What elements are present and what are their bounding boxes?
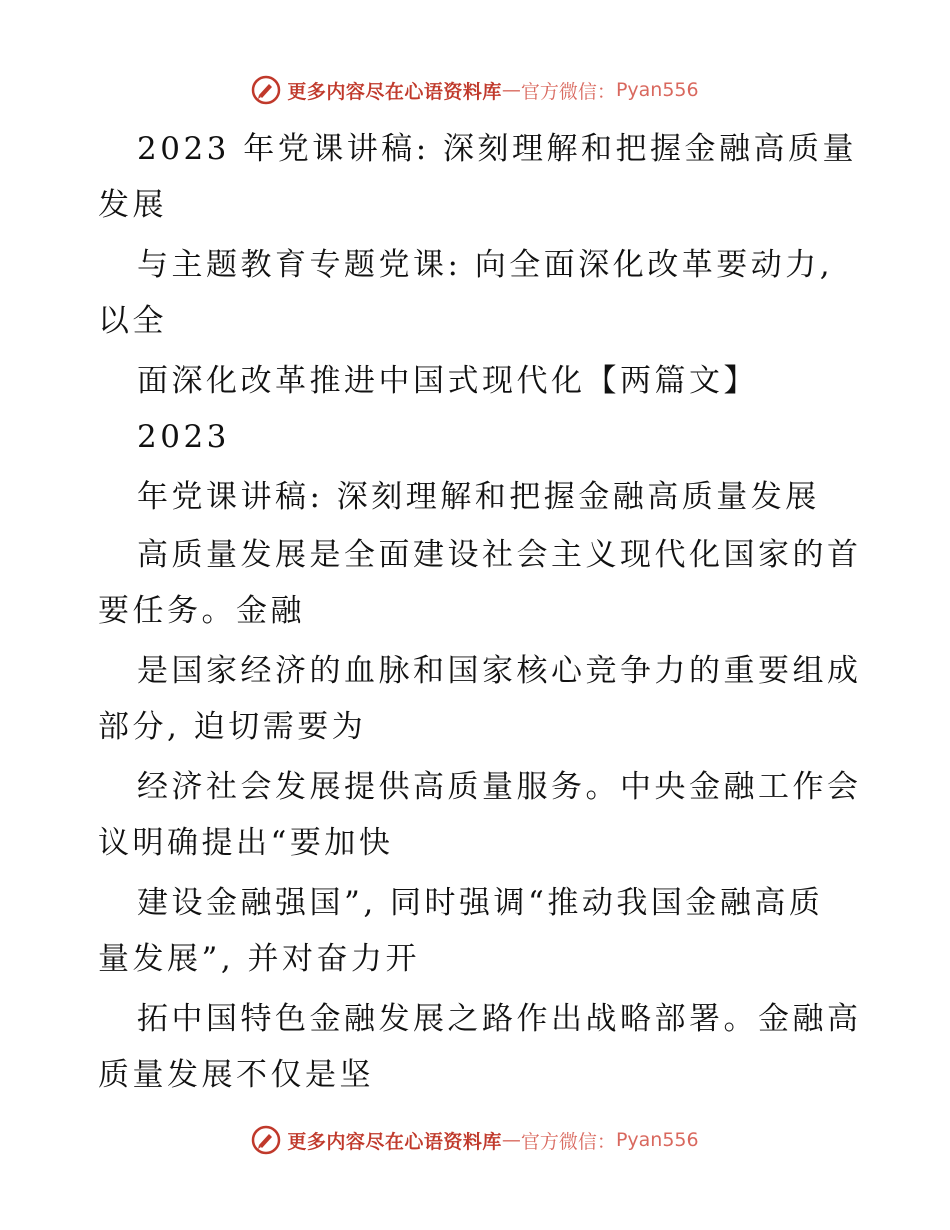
- banner-dash: —: [501, 1129, 521, 1151]
- text-line: 部分, 迫切需要为: [98, 709, 367, 745]
- text-line: 年党课讲稿: 深刻理解和把握金融高质量发展: [137, 479, 820, 515]
- text-line: 经济社会发展提供高质量服务。中央金融工作会: [137, 769, 862, 805]
- text-line: 面深化改革推进中国式现代化【两篇文】: [137, 363, 758, 399]
- banner-wechat-label: 官方微信：: [520, 1130, 616, 1153]
- banner-dash: —: [501, 79, 521, 101]
- text-line: 建设金融强国”, 同时强调“推动我国金融高质: [137, 885, 824, 921]
- text-line: 量发展”, 并对奋力开: [98, 941, 421, 977]
- banner-title: 更多内容尽在心语资料库: [287, 80, 502, 103]
- logo-icon: [251, 1125, 281, 1155]
- text-line: 质量发展不仅是坚: [98, 1057, 374, 1093]
- text-line: 是国家经济的血脉和国家核心竞争力的重要组成: [137, 653, 862, 689]
- text-line: 以全: [98, 303, 167, 339]
- logo-icon: [251, 75, 281, 105]
- text-line: 高质量发展是全面建设社会主义现代化国家的首: [137, 537, 862, 573]
- banner-wechat-id: Pyan556: [615, 1129, 699, 1151]
- banner-wechat-label: 官方微信：: [520, 80, 616, 103]
- banner-wechat-id: Pyan556: [615, 79, 699, 101]
- text-line: 拓中国特色金融发展之路作出战略部署。金融高: [137, 1001, 862, 1037]
- text-line: 发展: [98, 187, 167, 223]
- text-line: 议明确提出“要加快: [98, 825, 394, 861]
- header-banner: [0, 70, 950, 110]
- text-line: 要任务。金融: [98, 593, 305, 629]
- text-line: 2023 年党课讲稿: 深刻理解和把握金融高质量: [137, 131, 858, 167]
- footer-banner: [0, 1120, 950, 1160]
- banner-title: 更多内容尽在心语资料库: [287, 1130, 502, 1153]
- text-line: 2023: [137, 419, 230, 455]
- text-line: 与主题教育专题党课: 向全面深化改革要动力,: [137, 247, 834, 283]
